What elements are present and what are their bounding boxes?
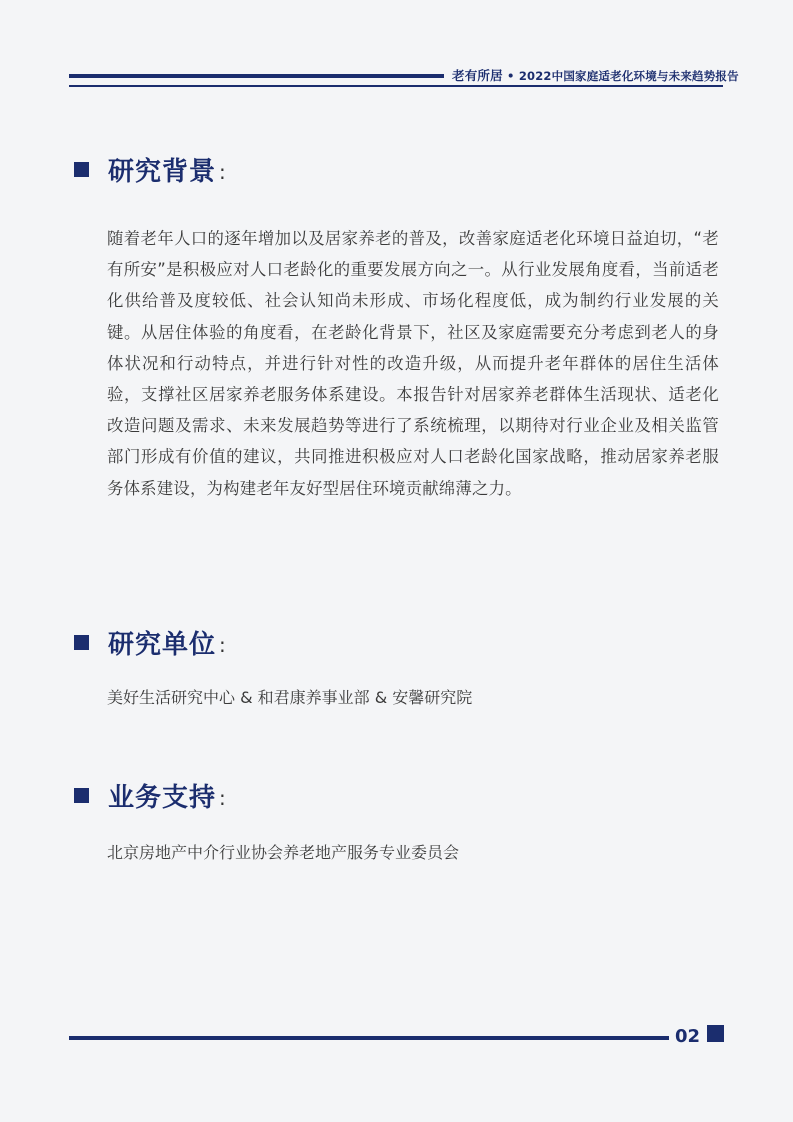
section-colon: :: [219, 633, 226, 657]
header-separator: •: [507, 69, 515, 83]
heading-square-icon: [74, 635, 89, 650]
section-heading-support: [74, 777, 226, 813]
section-title: 业务支持: [108, 782, 217, 813]
header-rule-thin: [69, 85, 723, 87]
section-body-support: 北京房地产中介行业协会养老地产服务专业委员会: [107, 843, 460, 862]
header-rule-thick: [69, 74, 444, 78]
header-report-title: 2022中国家庭适老化环境与未来趋势报告: [518, 69, 739, 83]
section-title: 研究单位: [108, 629, 217, 660]
section-body-unit: 美好生活研究中心 & 和君康养事业部 & 安馨研究院: [107, 688, 473, 707]
footer-rule: [69, 1036, 669, 1040]
section-heading-unit: [74, 624, 226, 660]
header-title: [452, 66, 739, 84]
section-title: 研究背景: [108, 156, 217, 187]
section-colon: :: [219, 160, 226, 184]
footer-square-icon: [707, 1025, 724, 1042]
page-number: 02: [675, 1026, 701, 1047]
heading-square-icon: [74, 162, 89, 177]
section-body-background: 随着老年人口的逐年增加以及居家养老的普及，改善家庭适老化环境日益迫切，“老有所安”是积极应对人口老龄化的重要发展方向之一。从行业发展角度看，当前适老化供给普及度较低、社会认知尚未形成、市场化程度低，成为制约行业发展的关键。从居住体验的角度看，在老龄化背景下，社区及家庭需要充分考虑到老人的身体状况和行动特点，并进行针对性的改造升级，从而提升老年群体的居住生活体验，支撑社区居家养老服务体系建设。本报告针对居家养老群体生活现状、适老化改造问题及需求、未来发展趋势等进行了系统梳理，以期待对行业企业及相关监管部门形成有价值的建议，共同推进积极应对人口老龄化国家战略，推动居家养老服务体系建设，为构建老年友好型居住环境贡献绵薄之力。: [107, 229, 719, 498]
heading-square-icon: [74, 788, 89, 803]
section-heading-background: [74, 151, 226, 187]
header-brand: 老有所居: [452, 68, 503, 83]
section-colon: :: [219, 786, 226, 810]
